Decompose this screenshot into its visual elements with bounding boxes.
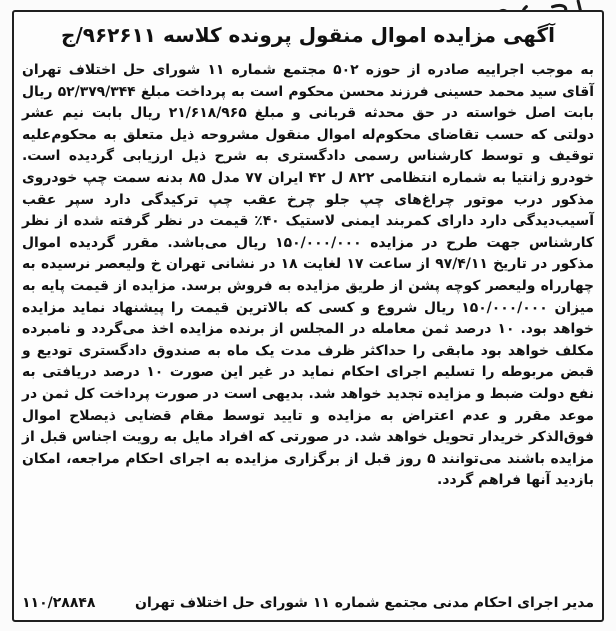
notice-body-text: به موجب اجراییه صادره از حوزه ۵۰۲ مجتمع شماره ۱۱ شورای حل اختلاف تهران آقای سید محمد حسینی فرزند محسن محکوم است به پرداخت مبلغ ۵۲/۳۷۹/۳۴۴ ریال بابت اصل خواسته در حق محدثه قربانی و مبلغ ۲۱/۶۱۸/۹۶۵ ریال بابت نیم عشر دولتی که حسب تقاضای محکوم‌له اموال منقول مشروحه ذیل متعلق به محکوم‌علیه توقیف و توسط کارشناس رسمی دادگستری به شرح ذیل ارزیابی گردیده است. خودرو زانتیا به شماره انتظامی ۸۲۲ ل ۴۲ ایران ۷۷ مدل ۸۵ بدنه سمت چپ خودروی مذکور درب موتور چراغ‌های چپ جلو چرخ عقب چپ ترکیدگی دارد سپر عقب آسیب‌دیدگی دارد دارای کمربند ایمنی لاستیک ۴۰٪ قیمت در نظر گرفته شده از نظر کارشناس جهت طرح در مزایده ۱۵۰/۰۰۰/۰۰۰ ریال می‌باشد. مقرر گردیده اموال مذکور در تاریخ ۹۷/۴/۱۱ از ساعت ۱۷ لغایت ۱۸ در نشانی تهران خ ولیعصر نرسیده به چهارراه ولیعصر کوچه پشن از طریق مزایده به فروش برسد. مزایده از قیمت پایه به میزان ۱۵۰/۰۰۰/۰۰۰ ریال شروع و کسی که بالاترین قیمت را پیشنهاد نماید مزایده خواهد بود. ۱۰ درصد ثمن معامله در المجلس از برنده مزایده اخذ می‌گردد و نامبرده مکلف خواهد بود مابقی را حداکثر ظرف مدت یک ماه به صندوق دادگستری تودیع و قبض مربوطه را تسلیم اجرای احکام نماید در غیر این صورت ۱۰ درصد دریافتی به نفع دولت ضبط و مزایده تجدید خواهد شد. بدیهی است در صورت پرداخت کل ثمن در موعد مقرر و عدم اعتراض به مزایده و تایید توسط مقام قضایی ذیصلاح اموال فوق‌الذکر خریدار تحویل خواهد شد. در صورتی که افراد مایل به رویت اجناس قبل از مزایده باشند می‌توانند ۵ روز قبل از برگزاری مزایده به اجرای احکام مراجعه، امکان بازدید آنها فراهم گردد. bbox=[22, 62, 594, 489]
notice-body bbox=[22, 60, 594, 492]
notice-title: آگهی مزایده اموال منقول پرونده کلاسه ۹۶۲۶۱۱/ج bbox=[61, 23, 555, 47]
notice-footer bbox=[22, 592, 594, 614]
notice-signature: مدیر اجرای احکام مدنی مجتمع شماره ۱۱ شورای حل اختلاف تهران bbox=[135, 595, 594, 611]
notice-code: ۱۱۰/۲۸۸۴۸ bbox=[22, 595, 96, 611]
notice-frame bbox=[12, 10, 604, 622]
